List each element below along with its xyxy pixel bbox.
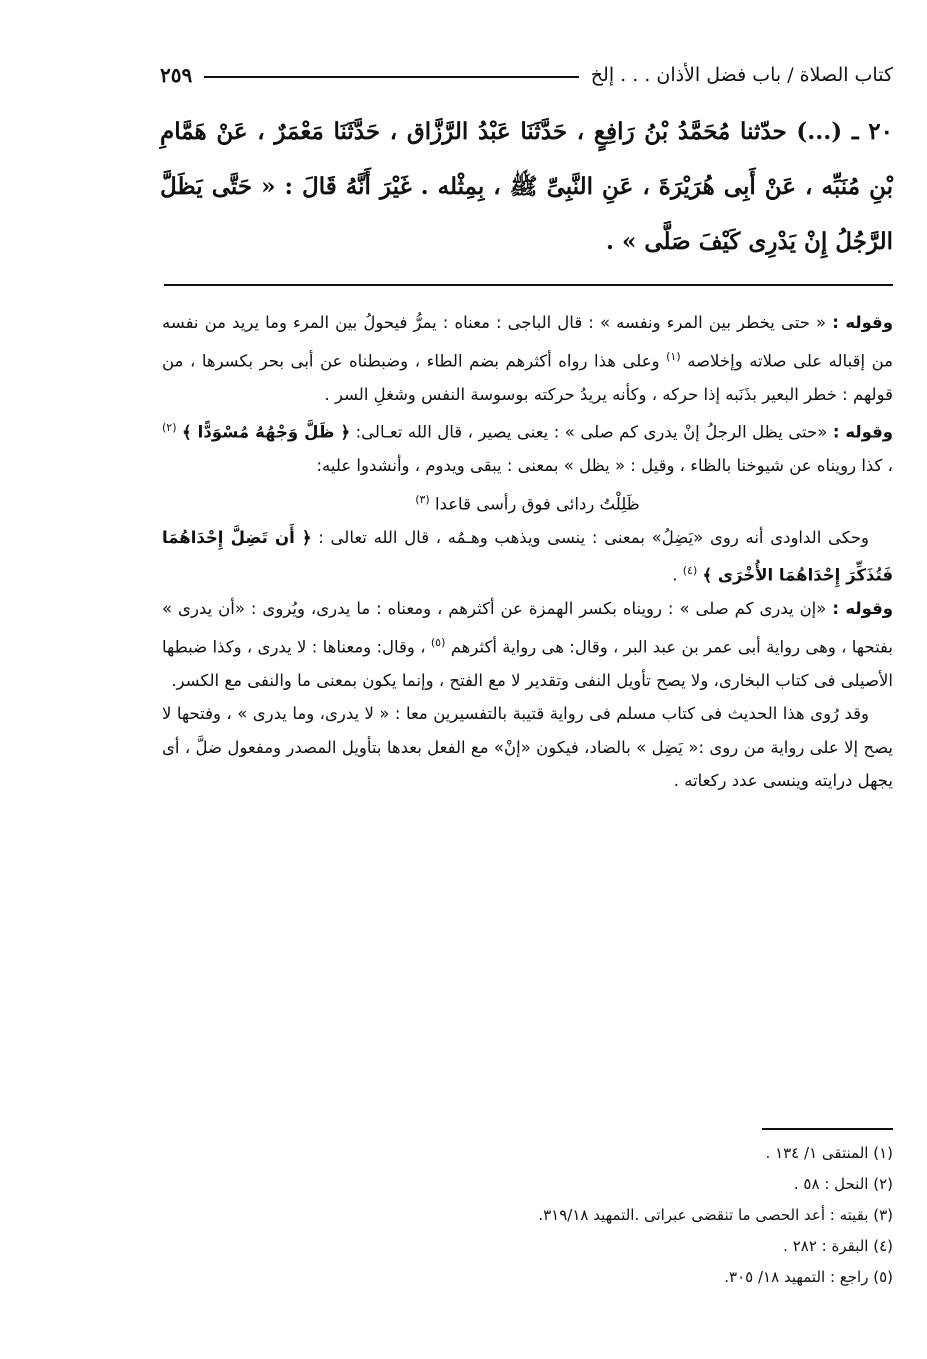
paragraph-text: «إن يدرى كم صلى » : رويناه بكسر الهمزة عن أكثرهم ، ومعناه : ما يدرى، ويُروى : «أن يدرى » بفتحها ، وهى رواية أبى عمر بن عبد البر ، وقال: هى رواية أكثرهم [162,599,893,656]
paragraph-end: . [672,565,678,585]
paragraph-text: وعلى هذا رواه أكثرهم بضم الطاء ، وضبطناه عن أبى بحر بكسرها ، من قولهم : خطر البعير بذَنَبه إذا حركه ، وكأنه يريدُ حركته بوسوسة النفس وشغلِ السر . [162,351,893,404]
commentary-paragraph-4 [162,592,893,697]
commentary [162,306,893,798]
section-divider [164,284,893,286]
commentary-paragraph-2 [162,411,893,483]
paragraph-text: ، كذا رويناه عن شيوخنا بالظاء ، وقيل : « يظل » بمعنى : يبقى ويدوم ، وأنشدوا عليه: [316,456,893,475]
chapter-title: كتاب الصلاة / باب فضل الأذان . . . إلخ [590,64,893,86]
hadith-text: ٢٠ ـ (...) حدّثنا مُحَمَّدُ بْنُ رَافِعٍ ، حَدَّثَنَا عَبْدُ الرَّزَّاق ، حَدَّثَنَا مَعْمَرٌ ، عَنْ هَمَّامِ بْنِ مُنَبِّه ، عَنْ أَبِى هُرَيْرَةَ ، عَنِ النَّبِىِّ ﷺ ، بِمِثْله . غَيْرَ أَنَّهُ قَالَ : « حَتَّى يَظَلَّ الرَّجُلُ إِنْ يَدْرِى كَيْفَ صَلَّى » . [160,118,893,255]
header-rule [204,76,579,78]
footnote-ref: (١) [666,349,681,363]
running-header [160,58,893,92]
commentary-paragraph-5 [162,697,893,798]
footnote: (٢) النحل : ٥٨ . [793,1175,893,1193]
paragraph-text: وحكى الداودى أنه روى «يَضِلُ» بمعنى : ينسى ويذهب وهـمُه ، قال الله تعالى : [318,527,870,547]
commentary-paragraph-1 [162,306,893,411]
paragraph-text: ، وقال: ومعناها : لا يدرى ، وكذا ضبطها الأصيلى فى كتاب البخارى، ولا يصح تأويل النفى وتقدير لا مع الفتح ، وإنما يكون بمعنى ما والنفى مع الكسر. [162,637,893,690]
footnote: (٤) البقرة : ٢٨٢ . [783,1237,893,1255]
poem-line [162,483,893,521]
footnote-ref: (٤) [682,564,698,577]
page-number: ٢٥٩ [160,63,193,87]
footnote-ref: (٣) [415,492,430,506]
poem-text: ظَلِلْتُ ردائى فوق رأسى قاعدا [434,494,640,513]
paragraph-text: «حتى يظل الرجلُ إنْ يدرى كم صلى » : يعنى يصير ، قال الله تعـالى: [355,422,828,442]
footnote-rule [762,1128,893,1130]
quran-verse: ﴿ ظَلَّ وَجْهُهُ مُسْوَدًّا ﴾ [182,422,351,442]
footnotes [300,1138,893,1293]
footnote: (٣) بقيته : أعد الحصى ما تنقضى عبراتى .التمهيد ٣١٩/١٨. [538,1206,893,1224]
footnote: (١) المنتقى ١/ ١٣٤ . [765,1144,893,1162]
keyword: وقوله : [832,599,894,618]
commentary-paragraph-3 [162,521,893,593]
keyword: وقوله : [832,422,894,442]
footnote: (٥) راجع : التمهيد ١٨/ ٣٠٥. [724,1268,893,1286]
keyword: وقوله : [832,313,893,332]
paragraph-text: « حتى يخطر بين المرء ونفسه » : قال الباجى : معناه : يمرُّ فيحولُ بين المرء وما يريد من نفسه من إقباله على صلاته وإخلاصه [162,313,893,370]
footnote-ref: (٥) [430,635,446,649]
paragraph-text: وقد رُوى هذا الحديث فى كتاب مسلم فى رواية قتيبة بالتفسيرين معا : « لا يدرى، وما يدرى » ، وفتحها لا يصح إلا على رواية من روى :« يَضِل » بالضاد، فيكون «إنْ» مع الفعل بعدها بتأويل المصدر ومفعول ضلَّ ، أى يجهل درايته وينسى عدد ركعاته . [162,704,893,790]
footnote-ref: (٢) [162,421,177,434]
quran-verse: ﴿ أَن تَضِلَّ إِحْدَاهُمَا فَتُذَكِّرَ إِحْدَاهُمَا الأُخْرَى ﴾ [162,527,893,585]
